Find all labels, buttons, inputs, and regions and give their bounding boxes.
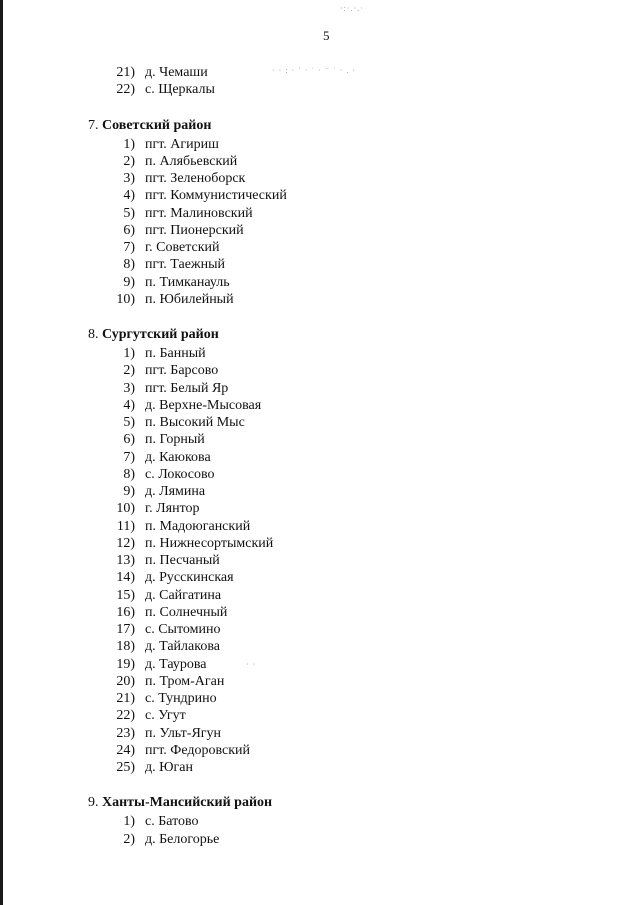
- settlement-name: с. Батово: [145, 814, 199, 830]
- list-item: [88, 466, 508, 483]
- settlement-name: пгт. Малиновский: [145, 205, 253, 221]
- item-number: 4): [123, 397, 135, 413]
- item-number: 3): [123, 380, 135, 396]
- list-item: [88, 552, 508, 569]
- list-item: [88, 345, 508, 362]
- item-number-cell: [88, 518, 135, 535]
- item-number: 14): [116, 570, 135, 586]
- settlement-name: д. Верхне-Мысовая: [145, 397, 262, 413]
- item-number-cell: [88, 535, 135, 552]
- list-item: [88, 239, 508, 256]
- item-number-cell: [88, 656, 135, 673]
- item-number-cell: [88, 638, 135, 655]
- settlement-name: с. Щеркалы: [145, 82, 215, 98]
- item-number: 24): [116, 742, 135, 758]
- list-item: [88, 725, 508, 742]
- list-item: [88, 222, 508, 239]
- scan-noise: · · : · ˙ · ˙ · ⁻ ˙ · . ·: [272, 66, 357, 75]
- settlement-name: п. Банный: [145, 346, 206, 361]
- settlement-name: п. Алябьевский: [145, 153, 238, 169]
- item-number-cell: [88, 831, 135, 848]
- list-item: [88, 431, 508, 448]
- item-number-cell: [88, 813, 135, 830]
- settlement-name: п. Солнечный: [145, 604, 228, 620]
- item-number-cell: [88, 239, 135, 256]
- district-title: Ханты-Мансийский район: [102, 795, 273, 811]
- item-number: 15): [116, 587, 135, 603]
- item-number-cell: [88, 274, 135, 291]
- settlement-name: п. Мадоюганский: [145, 518, 251, 534]
- list-item: [88, 483, 508, 500]
- item-number: 1): [123, 814, 135, 830]
- list-item: [88, 656, 508, 673]
- item-number-cell: [88, 552, 135, 569]
- settlement-name: пгт. Агириш: [145, 136, 219, 152]
- item-number-cell: [88, 170, 135, 187]
- settlement-name: п. Песчаный: [145, 553, 220, 568]
- list-item: [88, 274, 508, 291]
- settlement-name: пгт. Федоровский: [145, 742, 251, 758]
- item-number-cell: [88, 345, 135, 362]
- section-spacer: [88, 99, 508, 116]
- settlement-name: п. Тром-Аган: [145, 673, 225, 689]
- settlement-name: пгт. Таежный: [145, 257, 225, 273]
- district-heading: [88, 116, 508, 136]
- list-item: [88, 742, 508, 759]
- district-heading: [88, 325, 508, 345]
- district-number: 9.: [88, 795, 99, 811]
- item-number: 23): [116, 725, 135, 741]
- item-number: 13): [116, 553, 135, 568]
- item-number-cell: [88, 153, 135, 170]
- list-item: [88, 362, 508, 379]
- list-item: [88, 500, 508, 517]
- item-number-cell: [88, 414, 135, 431]
- item-number: 8): [123, 466, 135, 482]
- item-number-cell: [88, 707, 135, 724]
- item-number-cell: [88, 759, 135, 776]
- item-number: 17): [116, 622, 135, 637]
- item-number-cell: [88, 569, 135, 586]
- list-item: [88, 414, 508, 431]
- item-number: 6): [123, 432, 135, 448]
- list-item: [88, 136, 508, 153]
- item-number: 22): [116, 708, 135, 724]
- item-number-cell: [88, 187, 135, 204]
- settlement-name: пгт. Барсово: [145, 363, 219, 379]
- list-item: [88, 153, 508, 170]
- settlement-name: г. Советский: [145, 240, 220, 255]
- item-number: 1): [123, 136, 135, 152]
- item-number: 25): [116, 760, 135, 775]
- item-number-cell: [88, 587, 135, 604]
- item-number: 4): [123, 188, 135, 204]
- settlement-name: с. Угут: [145, 708, 186, 724]
- list-item: [88, 170, 508, 187]
- item-number-cell: [88, 431, 135, 448]
- item-number-cell: [88, 81, 135, 98]
- item-number-cell: [88, 222, 135, 239]
- section-spacer: [88, 776, 508, 793]
- item-number: 6): [123, 222, 135, 238]
- settlement-list: [88, 64, 508, 848]
- item-number-cell: [88, 604, 135, 621]
- settlement-name: г. Лянтор: [145, 501, 200, 517]
- settlement-name: п. Высокий Мыс: [145, 415, 245, 430]
- item-number: 8): [123, 257, 135, 273]
- item-number: 21): [116, 691, 135, 706]
- list-item: [88, 690, 508, 707]
- item-number-cell: [88, 673, 135, 690]
- list-item: [88, 205, 508, 222]
- settlement-name: д. Лямина: [145, 484, 206, 499]
- settlement-name: с. Тундрино: [145, 691, 217, 706]
- item-number-cell: [88, 397, 135, 414]
- list-item: [88, 81, 508, 98]
- list-item: [88, 759, 508, 776]
- item-number-cell: [88, 380, 135, 397]
- item-number: 5): [123, 205, 135, 221]
- district-number: 8.: [88, 327, 99, 342]
- item-number: 12): [116, 535, 135, 551]
- settlement-name: д. Юган: [145, 760, 193, 775]
- item-number: 20): [116, 673, 135, 689]
- section-spacer: [88, 308, 508, 325]
- item-number: 21): [116, 65, 135, 80]
- settlement-name: д. Белогорье: [145, 831, 220, 847]
- list-item: [88, 256, 508, 273]
- item-number: 10): [116, 501, 135, 517]
- settlement-name: пгт. Коммунистический: [145, 188, 287, 204]
- list-item: [88, 638, 508, 655]
- item-number-cell: [88, 136, 135, 153]
- item-number: 7): [123, 240, 135, 255]
- list-item: [88, 831, 508, 848]
- settlement-name: д. Чемаши: [145, 65, 208, 80]
- list-item: [88, 621, 508, 638]
- item-number-cell: [88, 500, 135, 517]
- settlement-name: д. Русскинская: [145, 570, 234, 586]
- item-number-cell: [88, 64, 135, 81]
- item-number-cell: [88, 362, 135, 379]
- item-number: 19): [116, 656, 135, 672]
- item-number: 10): [116, 291, 135, 307]
- list-item: [88, 587, 508, 604]
- scan-noise: · ·: [246, 660, 257, 669]
- item-number: 1): [123, 346, 135, 361]
- item-number-cell: [88, 449, 135, 466]
- item-number: 7): [123, 449, 135, 465]
- list-item: [88, 64, 508, 81]
- item-number-cell: [88, 483, 135, 500]
- settlement-name: п. Тимканауль: [145, 274, 230, 290]
- scan-noise: ·:·.·.·: [340, 4, 364, 13]
- item-number: 2): [123, 831, 135, 847]
- district-number: 7.: [88, 117, 99, 133]
- item-number: 11): [116, 518, 135, 534]
- district-title: Сургутский район: [102, 327, 219, 342]
- item-number: 3): [123, 171, 135, 186]
- settlement-name: д. Каюкова: [145, 449, 211, 465]
- list-item: [88, 291, 508, 308]
- item-number-cell: [88, 742, 135, 759]
- item-number: 2): [123, 363, 135, 379]
- item-number: 5): [123, 415, 135, 430]
- list-item: [88, 569, 508, 586]
- item-number-cell: [88, 256, 135, 273]
- list-item: [88, 397, 508, 414]
- item-number: 16): [116, 604, 135, 620]
- settlement-name: с. Локосово: [145, 466, 215, 482]
- list-item: [88, 187, 508, 204]
- item-number-cell: [88, 291, 135, 308]
- settlement-name: п. Нижнесортымский: [145, 535, 274, 551]
- scan-left-edge: [0, 0, 3, 905]
- item-number-cell: [88, 621, 135, 638]
- item-number-cell: [88, 205, 135, 222]
- settlement-name: п. Горный: [145, 432, 205, 448]
- item-number: 9): [123, 274, 135, 290]
- item-number: 18): [116, 639, 135, 655]
- settlement-name: д. Таурова: [145, 656, 207, 672]
- list-item: [88, 449, 508, 466]
- list-item: [88, 813, 508, 830]
- settlement-name: п. Юбилейный: [145, 291, 234, 307]
- list-item: [88, 707, 508, 724]
- settlement-name: п. Ульт-Ягун: [145, 725, 222, 741]
- item-number: 9): [123, 484, 135, 499]
- list-item: [88, 535, 508, 552]
- item-number: 2): [123, 153, 135, 169]
- settlement-name: д. Тайлакова: [145, 639, 220, 655]
- item-number: 22): [116, 82, 135, 98]
- item-number-cell: [88, 690, 135, 707]
- settlement-name: пгт. Белый Яр: [145, 380, 229, 396]
- settlement-name: пгт. Пионерский: [145, 222, 244, 238]
- list-item: [88, 380, 508, 397]
- page-number: 5: [323, 28, 330, 43]
- settlement-name: пгт. Зеленоборск: [145, 171, 246, 186]
- district-title: Советский район: [102, 117, 212, 133]
- item-number-cell: [88, 725, 135, 742]
- settlement-name: с. Сытомино: [145, 622, 221, 637]
- settlement-name: д. Сайгатина: [145, 587, 222, 603]
- list-item: [88, 518, 508, 535]
- item-number-cell: [88, 466, 135, 483]
- district-heading: [88, 793, 508, 813]
- list-item: [88, 673, 508, 690]
- list-item: [88, 604, 508, 621]
